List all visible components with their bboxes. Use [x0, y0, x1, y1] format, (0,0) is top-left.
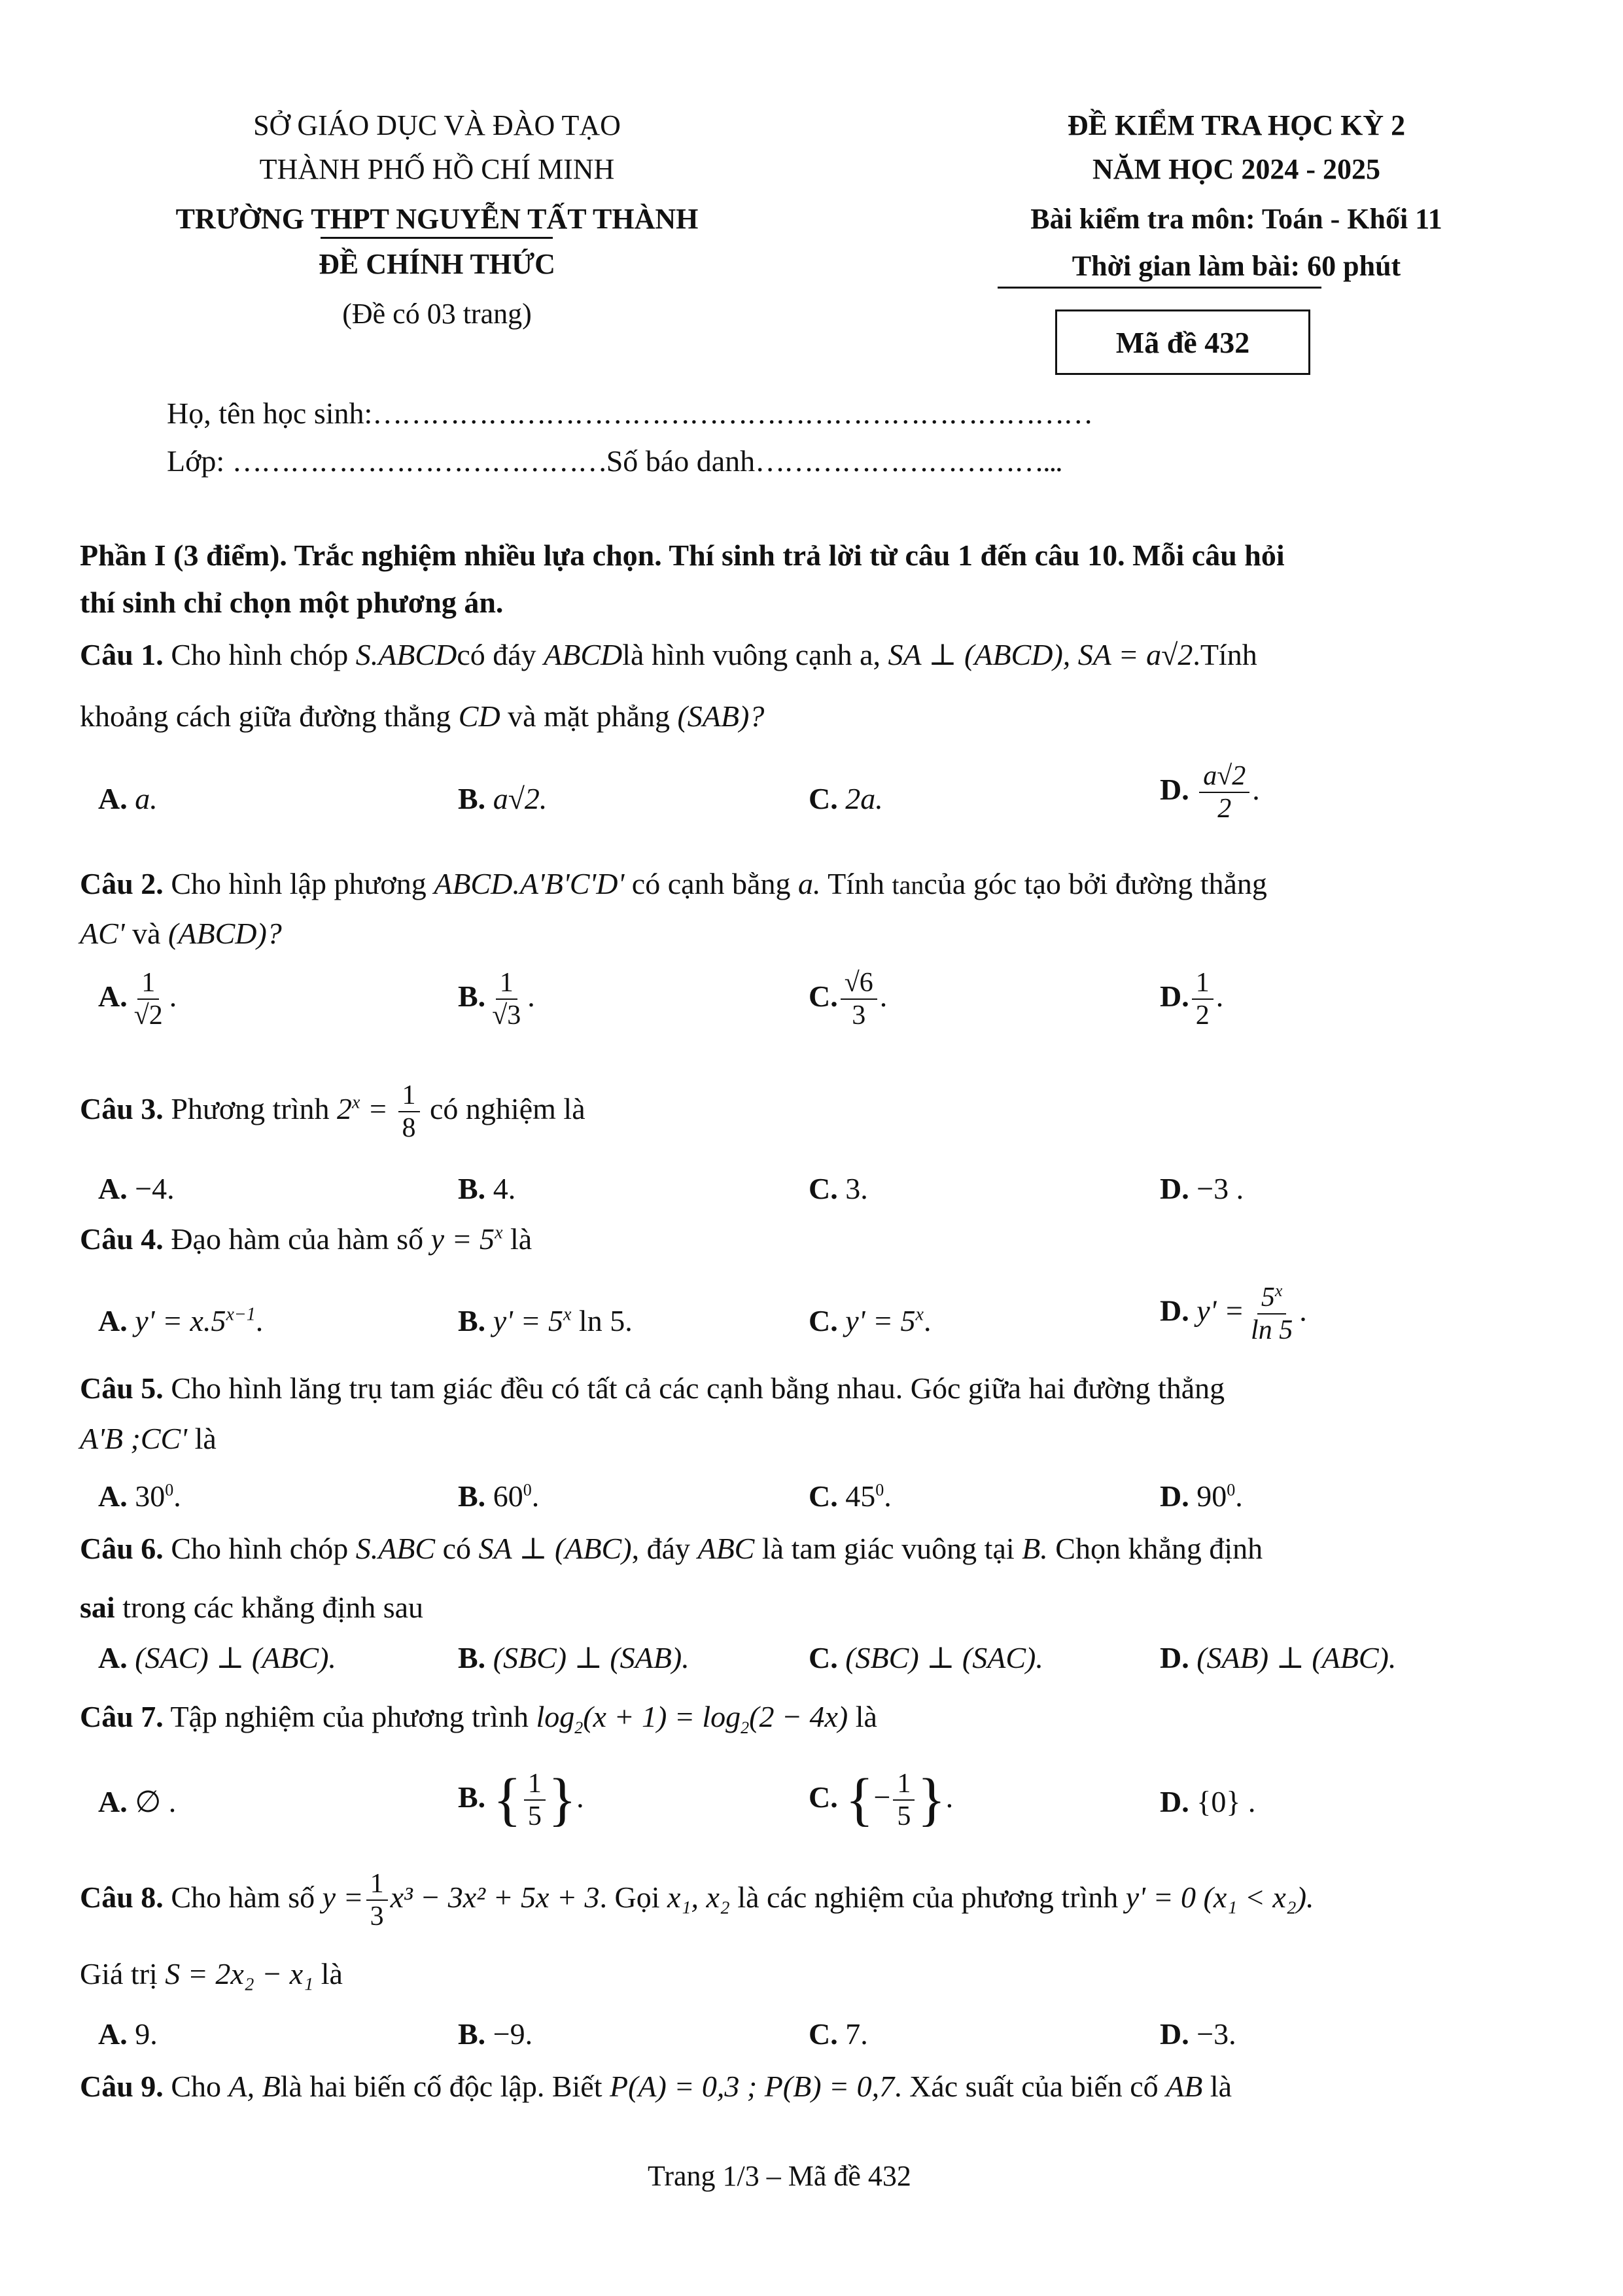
- q1-math: S.ABCD: [355, 638, 457, 671]
- city-name: THÀNH PHỐ HỒ CHÍ MINH: [259, 153, 615, 185]
- option-value: 4.: [493, 1172, 516, 1205]
- q6-option-c[interactable]: [809, 1639, 1043, 1677]
- q2-math: AC': [80, 917, 125, 950]
- q3-base: 2: [337, 1091, 353, 1125]
- q2-text: Tính: [828, 867, 885, 900]
- option-value: y' = x.5: [135, 1304, 226, 1337]
- degree-mark: 0: [165, 1480, 174, 1500]
- q1-option-d[interactable]: D. $\frac{a√2}{2}$ .: [1160, 761, 1260, 824]
- exam-code-box: [1055, 309, 1310, 375]
- question-9: [80, 2068, 1232, 2106]
- q8-text: Cho hàm số: [171, 1880, 315, 1914]
- q9-text: Cho: [171, 2070, 221, 2103]
- option-value: 60: [493, 1479, 523, 1513]
- q6-option-a[interactable]: [98, 1639, 336, 1677]
- q6-emphasis: sai: [80, 1591, 115, 1624]
- fraction-num: 1: [398, 1080, 420, 1112]
- q6-text: trong các khẳng định sau: [122, 1591, 424, 1624]
- q3-option-a[interactable]: [98, 1170, 175, 1208]
- q2-option-d[interactable]: D. $\frac{1}{2}$ .: [1160, 968, 1224, 1031]
- option-label: A.: [98, 782, 128, 815]
- option-label: C.: [809, 1172, 838, 1205]
- q1-text: và mặt phẳng: [508, 699, 670, 733]
- school-name: TRƯỜNG THPT NGUYỄN TẤT THÀNH: [175, 203, 699, 235]
- degree-mark: 0: [1227, 1480, 1236, 1500]
- q6-math: SA ⊥ (ABC): [478, 1532, 632, 1565]
- q2-math: a.: [797, 867, 821, 900]
- option-label: A.: [98, 1641, 128, 1674]
- q1-text: Cho hình chóp: [171, 638, 349, 671]
- q4-math: y = 5: [430, 1222, 495, 1256]
- part1-heading-cont: thí sinh chỉ chọn một phương án.: [80, 586, 504, 619]
- option-label: A.: [98, 1172, 128, 1205]
- question-2-cont: [80, 915, 282, 953]
- q6-math: ABC: [697, 1532, 755, 1565]
- q5-option-c[interactable]: C. $45^0$.: [809, 1479, 892, 1513]
- q9-text: là hai biến cố độc lập. Biết: [280, 2070, 602, 2103]
- option-label: D.: [1160, 2017, 1189, 2051]
- option-label: D.: [1160, 1172, 1189, 1205]
- q7-arg: (2 − 4x): [749, 1700, 848, 1733]
- fraction-num: [1257, 1281, 1287, 1315]
- q8-math: x³ − 3x² + 5x + 3: [390, 1880, 600, 1914]
- fraction-num: 1: [137, 967, 159, 1000]
- q2-text: và: [132, 917, 161, 950]
- q6-math: B.: [1022, 1532, 1048, 1565]
- fraction: [398, 1080, 420, 1144]
- official-label: ĐỀ CHÍNH THỨC: [319, 248, 555, 280]
- q8-option-d[interactable]: [1160, 2015, 1236, 2053]
- option-label: C.: [809, 1304, 838, 1337]
- q8-math: x₁, x₂: [667, 1880, 730, 1914]
- q1-math: (SAB)?: [677, 699, 765, 733]
- q7-log: log: [536, 1700, 575, 1733]
- question-8: [80, 1868, 1314, 1933]
- q7-label: Câu 7.: [80, 1700, 164, 1733]
- option-label: D.: [1160, 1479, 1189, 1513]
- question-2: [80, 865, 1267, 903]
- option-value: a.: [135, 782, 158, 815]
- question-3: [80, 1080, 585, 1144]
- fraction-den: 2: [1217, 794, 1232, 824]
- q5-option-a[interactable]: A. $30^0$.: [98, 1479, 181, 1513]
- sbd-field[interactable]: …………………………...: [755, 444, 1062, 478]
- q2-text: của góc tạo bởi đường thẳng: [924, 867, 1267, 900]
- student-name-line: [167, 395, 1092, 433]
- question-6-cont: [80, 1589, 423, 1627]
- q8-text: là: [321, 1957, 343, 1990]
- fraction-den: 3: [852, 1000, 866, 1031]
- option-label: A.: [98, 1304, 128, 1337]
- q1-text: .Tính: [1193, 638, 1257, 671]
- q6-text: có: [442, 1532, 472, 1565]
- q8-text: là các nghiệm của phương trình: [737, 1880, 1119, 1914]
- fraction-num: a√2: [1199, 760, 1249, 793]
- q7-math: [536, 1700, 848, 1738]
- q9-math: AB: [1166, 2070, 1203, 2103]
- q4-exp: x: [495, 1222, 503, 1243]
- q5-option-d[interactable]: D. $90^0$.: [1160, 1479, 1243, 1513]
- option-value: −3.: [1196, 2017, 1236, 2051]
- option-value: y' = 5: [845, 1304, 916, 1337]
- q2-math: (ABCD)?: [168, 917, 282, 950]
- q6-label: Câu 6.: [80, 1532, 164, 1565]
- q1-option-b[interactable]: [458, 780, 547, 818]
- option-exp: x−1: [226, 1304, 256, 1325]
- page-footer: Trang 1/3 – Mã đề 432: [648, 2160, 911, 2192]
- option-value: −4.: [135, 1172, 175, 1205]
- option-value: y' = 5: [493, 1304, 563, 1337]
- q9-math: P(A) = 0,3 ; P(B) = 0,7: [610, 2070, 895, 2103]
- option-value: −9.: [493, 2017, 533, 2051]
- option-label: A.: [98, 1479, 128, 1513]
- q1-math: SA ⊥ (ABCD), SA = a√2: [888, 638, 1193, 671]
- q2-text: Cho hình lập phương: [171, 867, 427, 900]
- option-label: C.: [809, 782, 838, 815]
- q3-math: [337, 1092, 395, 1125]
- option-exp: x: [563, 1304, 572, 1325]
- q3-text: Phương trình: [171, 1091, 330, 1125]
- option-label: B.: [458, 782, 486, 815]
- option-end: .: [255, 1304, 264, 1337]
- q8-math: y' = 0 (x₁ < x₂).: [1125, 1880, 1314, 1914]
- part1-heading: Phần I (3 điểm). Trắc nghiệm nhiều lựa chọn. Thí sinh trả lời từ câu 1 đến câu 10. Mỗi câu hỏi: [80, 539, 1285, 572]
- q8-option-c[interactable]: [809, 2015, 868, 2053]
- option-label: B.: [458, 1479, 486, 1513]
- student-name-label: Họ, tên học sinh:: [167, 397, 373, 430]
- q1-option-a[interactable]: [98, 780, 158, 818]
- q9-math: A, B: [228, 2070, 281, 2103]
- fraction: [1192, 967, 1213, 1032]
- q7-option-c[interactable]: C. {− $\frac{1}{5}$ }.: [809, 1767, 954, 1832]
- fraction-den: 5: [527, 1801, 542, 1832]
- option-label: C.: [809, 1780, 838, 1814]
- school-year: NĂM HỌC 2024 - 2025: [1092, 153, 1380, 185]
- degree-mark: 0: [523, 1480, 532, 1500]
- class-label: Lớp:: [167, 444, 225, 478]
- student-name-field[interactable]: …………………………………………………………………: [372, 397, 1092, 430]
- fraction: [841, 967, 877, 1032]
- fraction: [488, 967, 525, 1032]
- q2-option-b[interactable]: B. $\frac{1}{√3}$ .: [458, 968, 535, 1031]
- q3-option-d[interactable]: [1160, 1170, 1244, 1208]
- fraction-num: 1: [1192, 967, 1213, 1000]
- question-8-cont: [80, 1955, 343, 1993]
- q1-text: là hình vuông cạnh a,: [622, 638, 881, 671]
- option-end: .: [923, 1304, 932, 1337]
- q8-math: S = 2x₂ − x₁: [165, 1957, 314, 1990]
- q9-text: là: [1210, 2070, 1232, 2103]
- q1-math: CD: [458, 699, 500, 733]
- option-value: ∅ .: [135, 1785, 177, 1818]
- q4-option-c[interactable]: [809, 1302, 931, 1340]
- q4-option-a[interactable]: [98, 1302, 263, 1340]
- option-label: B.: [458, 979, 486, 1013]
- fraction-num-base: 5: [1261, 1282, 1275, 1313]
- option-label: D.: [1160, 1785, 1189, 1818]
- option-label: A.: [98, 2017, 128, 2051]
- option-label: B.: [458, 1304, 486, 1337]
- q6-option-d[interactable]: [1160, 1639, 1396, 1677]
- option-end: ln 5.: [571, 1304, 633, 1337]
- q3-label: Câu 3.: [80, 1091, 164, 1125]
- option-value: (SAB) ⊥ (ABC).: [1196, 1641, 1397, 1674]
- fraction: [130, 967, 167, 1032]
- q2-label: Câu 2.: [80, 867, 164, 900]
- q7-option-a[interactable]: [98, 1783, 176, 1821]
- q7-text: là: [855, 1700, 877, 1733]
- option-value: 9.: [135, 2017, 158, 2051]
- q8-label: Câu 8.: [80, 1880, 164, 1914]
- q5-text: Cho hình lăng trụ tam giác đều có tất cả các cạnh bằng nhau. Góc giữa hai đường thẳng: [171, 1371, 1225, 1405]
- fraction-num-exp: x: [1274, 1281, 1283, 1300]
- q7-base: 2: [574, 1718, 584, 1738]
- question-1: [80, 636, 1257, 674]
- option-label: B.: [458, 1780, 486, 1814]
- q7-option-d[interactable]: [1160, 1783, 1255, 1821]
- q8-text: Giá trị: [80, 1957, 158, 1990]
- option-label: A.: [98, 979, 128, 1013]
- department-name: SỞ GIÁO DỤC VÀ ĐÀO TẠO: [253, 109, 621, 141]
- degree-mark: 0: [875, 1480, 884, 1500]
- q5-math: A'B ;CC': [80, 1422, 188, 1455]
- q4-text: Đạo hàm của hàm số: [171, 1222, 424, 1256]
- option-label: D.: [1160, 1641, 1189, 1674]
- option-value: 30: [135, 1479, 166, 1513]
- q8-math: y =: [322, 1880, 364, 1914]
- fraction-sign: −: [873, 1780, 891, 1814]
- question-1-cont: [80, 698, 764, 735]
- option-value: 90: [1196, 1479, 1227, 1513]
- q4-label: Câu 4.: [80, 1222, 164, 1256]
- q6-text: , đáy: [631, 1532, 690, 1565]
- exam-code: Mã đề 432: [1115, 325, 1250, 359]
- time-limit: Thời gian làm bài: 60 phút: [1072, 250, 1401, 282]
- option-value: (SBC) ⊥ (SAC).: [845, 1641, 1043, 1674]
- q9-label: Câu 9.: [80, 2070, 164, 2103]
- q2-math: ABCD.A'B'C'D': [434, 867, 625, 900]
- option-exp: x: [915, 1304, 924, 1325]
- fraction-den: √2: [133, 1000, 163, 1031]
- student-class-line: [167, 442, 1062, 480]
- q7-option-b[interactable]: B. { $\frac{1}{5}$ }.: [458, 1767, 584, 1832]
- q6-text: là tam giác vuông tại: [761, 1532, 1015, 1565]
- q1-math: ABCD: [544, 638, 623, 671]
- option-label: D.: [1160, 1294, 1189, 1328]
- fraction-num: √6: [841, 967, 877, 1000]
- time-underline: [998, 287, 1321, 289]
- q4-option-b[interactable]: [458, 1302, 633, 1340]
- option-value: y' =: [1196, 1294, 1245, 1328]
- q2-text: có cạnh bằng: [631, 867, 791, 900]
- fraction-den: 8: [402, 1113, 416, 1144]
- fraction-num: 1: [524, 1768, 546, 1801]
- sbd-label: Số báo danh: [606, 444, 756, 478]
- fraction: [1199, 760, 1249, 825]
- q6-math: S.ABC: [355, 1532, 436, 1565]
- q5-text: là: [194, 1422, 217, 1455]
- q7-log: (x + 1) = log: [583, 1700, 741, 1733]
- q3-exp: x: [352, 1092, 360, 1113]
- fraction-num: 1: [893, 1768, 915, 1801]
- option-label: C.: [809, 1479, 838, 1513]
- q7-text: Tập nghiệm của phương trình: [170, 1700, 529, 1733]
- q7-base: 2: [741, 1718, 750, 1738]
- fraction: [1247, 1281, 1297, 1347]
- option-label: D.: [1160, 979, 1189, 1013]
- option-value: (SBC) ⊥ (SAB).: [493, 1641, 689, 1674]
- question-5-cont: [80, 1420, 217, 1458]
- fraction-den: 3: [370, 1901, 384, 1932]
- q3-option-b[interactable]: [458, 1170, 515, 1208]
- q3-text: có nghiệm là: [430, 1091, 585, 1125]
- option-label: A.: [98, 1785, 128, 1818]
- q6-text: Cho hình chóp: [171, 1532, 349, 1565]
- q4-text: là: [510, 1222, 532, 1256]
- question-6: [80, 1530, 1263, 1568]
- option-label: B.: [458, 2017, 486, 2051]
- q1-option-c[interactable]: [809, 780, 883, 818]
- page-count-note: (Đề có 03 trang): [342, 298, 532, 330]
- q1-label: Câu 1.: [80, 638, 164, 671]
- fraction: [893, 1768, 915, 1833]
- fraction-den: 2: [1195, 1000, 1210, 1031]
- school-underline: [321, 237, 553, 239]
- q5-option-b[interactable]: B. $60^0$.: [458, 1479, 540, 1513]
- q1-text: khoảng cách giữa đường thẳng: [80, 699, 451, 733]
- option-label: C.: [809, 1641, 838, 1674]
- fraction-den: 5: [897, 1801, 911, 1832]
- q2-math: tan: [892, 870, 924, 900]
- option-value: 7.: [845, 2017, 868, 2051]
- question-4: [80, 1220, 532, 1258]
- class-field[interactable]: …………………………………: [232, 444, 606, 478]
- q1-text: có đáy: [457, 638, 536, 671]
- option-label: B.: [458, 1641, 486, 1674]
- q6-text: Chọn khẳng định: [1055, 1532, 1263, 1565]
- fraction-num: 1: [366, 1868, 388, 1901]
- question-7: [80, 1698, 877, 1739]
- fraction: [524, 1768, 546, 1833]
- q3-eq: =: [360, 1091, 396, 1125]
- option-value: 2a.: [845, 782, 883, 815]
- q6-option-b[interactable]: [458, 1639, 689, 1677]
- fraction-den: ln 5: [1251, 1315, 1293, 1346]
- q2-option-a[interactable]: A. $\frac{1}{√2}$ .: [98, 968, 177, 1031]
- option-value: a√2.: [493, 782, 548, 815]
- q4-option-d[interactable]: D. y' = $\frac{5^x}{\ln 5}$ .: [1160, 1281, 1307, 1346]
- question-5: [80, 1369, 1532, 1407]
- q3-option-c[interactable]: [809, 1170, 868, 1208]
- subject-line: Bài kiểm tra môn: Toán - Khối 11: [1030, 203, 1442, 235]
- option-value: (SAC) ⊥ (ABC).: [135, 1641, 336, 1674]
- q9-text: . Xác suất của biến cố: [894, 2070, 1159, 2103]
- fraction-den: √3: [492, 1000, 521, 1031]
- q8-option-a[interactable]: [98, 2015, 158, 2053]
- option-label: B.: [458, 1172, 486, 1205]
- q5-label: Câu 5.: [80, 1371, 164, 1405]
- q2-option-c[interactable]: C. $\frac{√6}{3}$ .: [809, 968, 888, 1031]
- exam-title: ĐỀ KIỂM TRA HỌC KỲ 2: [1067, 109, 1406, 141]
- fraction-num: 1: [496, 967, 517, 1000]
- option-label: D.: [1160, 772, 1189, 806]
- q8-option-b[interactable]: [458, 2015, 532, 2053]
- option-label: C.: [809, 979, 838, 1013]
- option-value: {0} .: [1196, 1785, 1256, 1818]
- option-value: 45: [845, 1479, 876, 1513]
- option-label: C.: [809, 2017, 838, 2051]
- option-value: 3.: [845, 1172, 868, 1205]
- option-value: −3 .: [1196, 1172, 1244, 1205]
- q8-text: . Gọi: [599, 1880, 660, 1914]
- fraction: [366, 1868, 388, 1933]
